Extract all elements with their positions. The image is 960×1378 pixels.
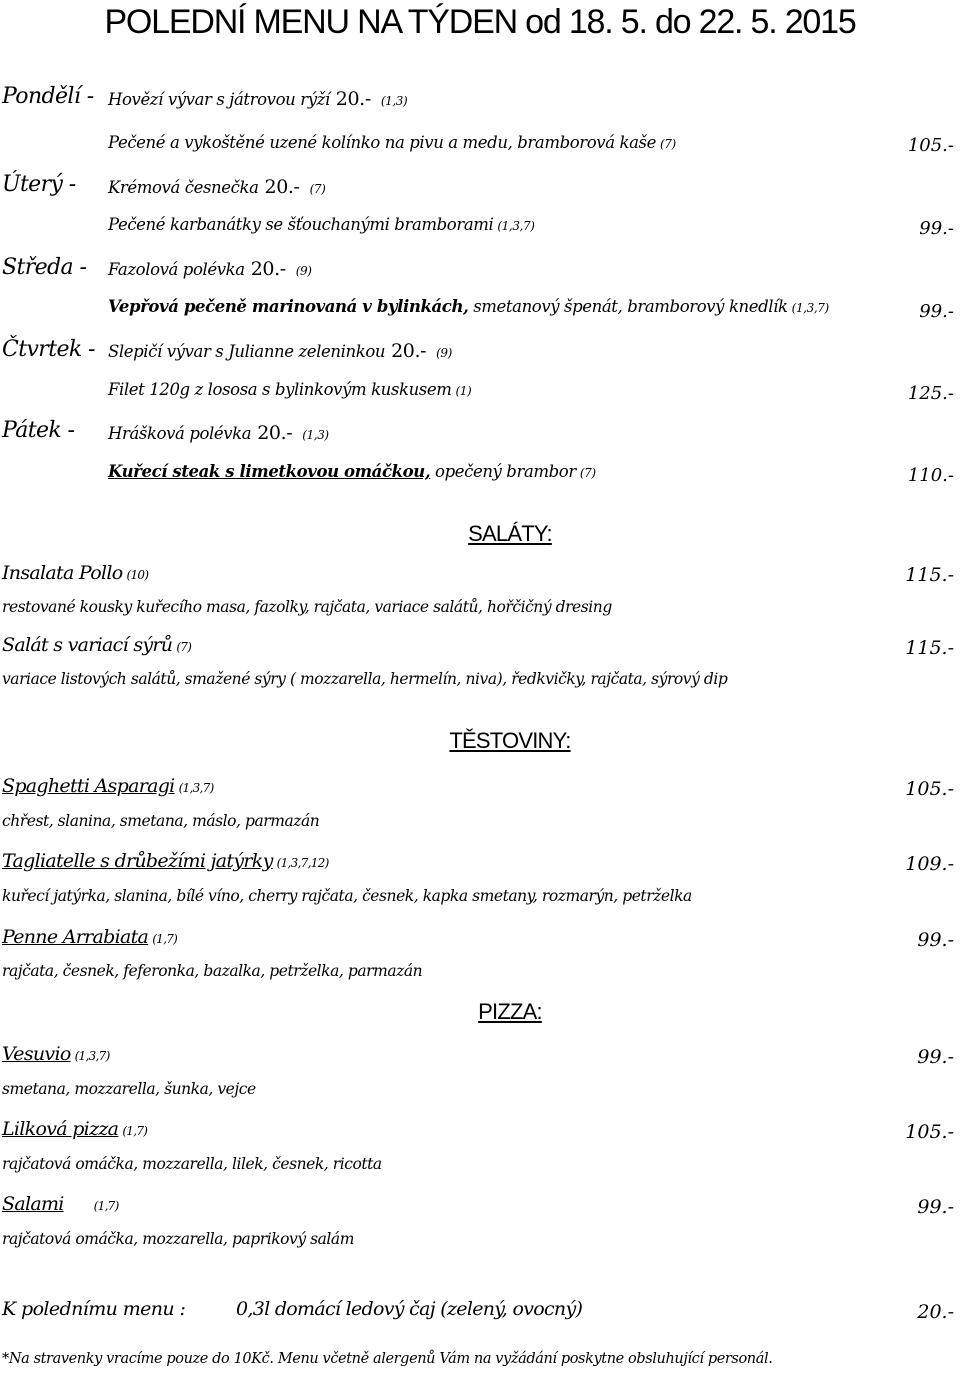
soup-allergens: (7) <box>309 182 326 196</box>
soup-price: 20.- <box>335 88 371 110</box>
soup-name: Krémová česnečka <box>108 178 259 197</box>
soup-thursday <box>108 340 452 362</box>
item-allergens: (1,3,7) <box>74 1049 110 1063</box>
item-title: Spaghetti Asparagi <box>2 775 175 797</box>
pizza-price: 99.- <box>917 1046 954 1068</box>
main-friday <box>108 462 596 481</box>
soup-name: Slepičí vývar s Julianne zeleninkou <box>108 342 386 361</box>
main-allergens: (1) <box>455 384 472 398</box>
day-label-monday: Pondělí - <box>2 84 94 109</box>
soup-wednesday <box>108 258 312 280</box>
item-title: Lilková pizza <box>2 1118 119 1140</box>
main-name: Filet 120g z lososa s bylinkovým kuskusem <box>108 380 452 399</box>
salad-name <box>2 634 191 656</box>
footer-note: *Na stravenky vracíme pouze do 10Kč. Menu včetně alergenů Vám na vyžádání poskytne obsluhující personál. <box>2 1351 773 1367</box>
main-allergens: (1,3,7) <box>497 219 535 233</box>
pasta-description: rajčata, česnek, feferonka, bazalka, petrželka, parmazán <box>2 962 423 980</box>
item-title: Salát s variací sýrů <box>2 634 173 656</box>
pizza-price: 99.- <box>917 1196 954 1218</box>
soup-name: Hovězí vývar s játrovou rýží <box>108 90 330 109</box>
main-name: smetanový špenát, bramborový knedlík <box>468 297 788 316</box>
item-allergens: (1,7) <box>93 1199 119 1213</box>
pasta-description: kuřecí jatýrka, slanina, bílé víno, cherry rajčata, česnek, kapka smetany, rozmarýn, petrželka <box>2 887 692 905</box>
pasta-name <box>2 850 329 872</box>
day-label-thursday: Čtvrtek - <box>2 337 95 362</box>
main-name-bold: Kuřecí steak s limetkovou omáčkou, <box>108 462 431 481</box>
main-price-tuesday: 99.- <box>919 218 954 239</box>
day-label-wednesday: Středa - <box>2 255 87 280</box>
main-allergens: (1,3,7) <box>791 301 829 315</box>
lunch-extra-label: K polednímu menu : <box>2 1298 186 1320</box>
item-title: Tagliatelle s drůbežími jatýrky <box>2 850 273 872</box>
salad-description: restované kousky kuřecího masa, fazolky, rajčata, variace salátů, hořčičný dresing <box>2 598 612 616</box>
main-allergens: (7) <box>659 137 676 151</box>
soup-name: Hrášková polévka <box>108 424 252 443</box>
item-title: Insalata Pollo <box>2 562 123 584</box>
pizza-name <box>2 1193 119 1215</box>
item-allergens: (1,7) <box>152 932 178 946</box>
soup-price: 20.- <box>250 258 286 280</box>
soup-allergens: (1,3) <box>302 428 329 442</box>
main-wednesday <box>108 297 829 316</box>
soup-allergens: (9) <box>295 264 312 278</box>
pizza-name <box>2 1043 110 1065</box>
item-allergens: (7) <box>176 640 192 654</box>
day-label-friday: Pátek - <box>2 418 75 443</box>
salad-price: 115.- <box>905 637 954 659</box>
item-allergens: (1,3,7,12) <box>276 856 329 870</box>
main-price-friday: 110.- <box>907 465 954 486</box>
soup-price: 20.- <box>264 176 300 198</box>
main-price-monday: 105.- <box>907 135 954 156</box>
lunch-extra-drink: 0,3l domácí ledový čaj (zelený, ovocný) <box>236 1298 583 1320</box>
section-heading-pizza: PIZZA: <box>478 999 542 1024</box>
menu-title: POLEDNÍ MENU NA TÝDEN od 18. 5. do 22. 5. 2015 <box>104 3 856 41</box>
main-name: opečený brambor <box>430 462 576 481</box>
main-name: Pečené karbanátky se šťouchanými bramborami <box>108 215 494 234</box>
pizza-description: smetana, mozzarella, šunka, vejce <box>2 1080 256 1098</box>
item-allergens: (1,3,7) <box>178 781 214 795</box>
soup-price: 20.- <box>391 340 427 362</box>
main-allergens: (7) <box>579 466 596 480</box>
salad-price: 115.- <box>905 564 954 586</box>
pizza-description: rajčatová omáčka, mozzarella, paprikový salám <box>2 1230 354 1248</box>
soup-allergens: (9) <box>436 346 452 360</box>
main-price-thursday: 125.- <box>907 383 954 404</box>
soup-allergens: (1,3) <box>380 94 408 108</box>
pizza-description: rajčatová omáčka, mozzarella, lilek, česnek, ricotta <box>2 1155 382 1173</box>
lunch-extra-price: 20.- <box>917 1301 954 1323</box>
main-name: Pečené a vykoštěné uzené kolínko na pivu a medu, bramborová kaše <box>108 133 656 152</box>
section-heading-pasta: TĚSTOVINY: <box>449 728 571 753</box>
main-name-bold: Vepřová pečeně marinovaná v bylinkách, <box>108 297 469 316</box>
item-allergens: (10) <box>126 568 149 582</box>
pizza-price: 105.- <box>905 1121 954 1143</box>
pasta-price: 99.- <box>917 929 954 951</box>
salad-description: variace listových salátů, smažené sýry ( mozzarella, hermelín, niva), ředkvičky, rajčata, sýrový dip <box>2 670 728 688</box>
pasta-name <box>2 926 177 948</box>
pasta-price: 109.- <box>905 853 954 875</box>
soup-monday <box>108 88 407 110</box>
pasta-name <box>2 775 214 797</box>
soup-tuesday <box>108 176 325 198</box>
day-label-tuesday: Úterý - <box>2 172 76 197</box>
main-price-wednesday: 99.- <box>919 301 954 322</box>
section-heading-salads: SALÁTY: <box>468 521 552 546</box>
salad-name <box>2 562 148 584</box>
soup-name: Fazolová polévka <box>108 260 245 279</box>
main-thursday <box>108 380 471 399</box>
main-monday <box>108 133 676 152</box>
item-title: Salami <box>2 1193 64 1215</box>
item-allergens: (1,7) <box>122 1124 148 1138</box>
main-tuesday <box>108 215 535 234</box>
pizza-name <box>2 1118 147 1140</box>
pasta-description: chřest, slanina, smetana, máslo, parmazán <box>2 812 320 830</box>
soup-friday <box>108 422 329 444</box>
soup-price: 20.- <box>257 422 293 444</box>
pasta-price: 105.- <box>905 778 954 800</box>
item-title: Penne Arrabiata <box>2 926 149 948</box>
item-title: Vesuvio <box>2 1043 71 1065</box>
